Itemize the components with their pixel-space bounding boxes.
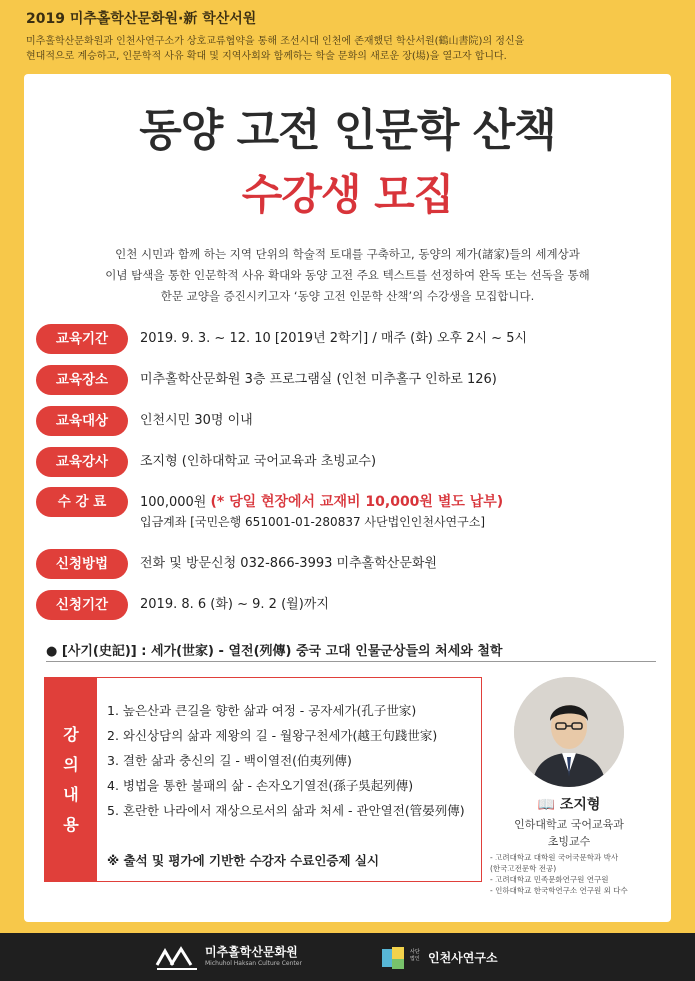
target-badge: 교육대상 [36, 406, 128, 436]
info-row-period [36, 324, 656, 354]
lecture-side-char: 강 [63, 724, 79, 744]
instructor-role-line1: 인하대학교 국어교육과 [514, 818, 624, 831]
poster-card [24, 74, 671, 922]
lecture-side-label [45, 678, 97, 881]
instructor-badge: 교육강사 [36, 447, 128, 477]
apply-method-value: 전화 및 방문신청 032-866-3993 미추홀학산문화원 [140, 556, 437, 571]
fee-account: 입금계좌 [국민은행 651001-01-280837 사단법인인천사연구소] [140, 515, 486, 529]
lecture-item: 4. 병법을 통한 불패의 삶 - 손자오기열전(孫子吳起列傳) [107, 778, 414, 793]
sub-title: 수강생 모집 [241, 170, 454, 219]
career-item: - 고려대학교 민족문화연구원 연구원 [490, 875, 609, 884]
info-row-target [36, 406, 656, 436]
top-description [26, 34, 669, 64]
career-item: (한국고전문학 전공) [490, 864, 557, 873]
lecture-item: 5. 혼란한 나라에서 재상으로서의 삶과 처세 - 관안열전(管晏列傳) [107, 803, 465, 818]
info-row-apply-method [36, 549, 656, 579]
apply-period-badge: 신청기간 [36, 590, 128, 620]
book-icon: 📖 [537, 797, 560, 813]
target-value: 인천시민 30명 이내 [140, 413, 253, 428]
fee-badge: 수 강 료 [36, 487, 128, 517]
period-value: 2019. 9. 3. ~ 12. 10 [2019년 2학기] / 매주 (화) 오후 2시 ~ 5시 [140, 331, 528, 346]
org1-name: 미추홀학산문화원 [205, 945, 298, 959]
person-icon [514, 677, 624, 787]
lecture-side-char: 내 [63, 784, 79, 804]
org1-english: Michuhol Haksan Culture Center [205, 960, 302, 967]
apply-method-badge: 신청방법 [36, 549, 128, 579]
instructor-role [494, 816, 644, 850]
fee-note: (* 당일 현장에서 교재비 10,000원 별도 납부) [210, 494, 504, 510]
apply-period-value: 2019. 8. 6 (화) ~ 9. 2 (월)까지 [140, 597, 329, 612]
lecture-note: ※ 출석 및 평가에 기반한 수강자 수료인증제 실시 [107, 853, 380, 868]
main-title: 동양 고전 인문학 산책 [139, 105, 556, 156]
instructor-career [490, 852, 628, 896]
lecture-side-char: 용 [63, 814, 79, 834]
intro-line1: 인천 시민과 함께 하는 지역 단위의 학술적 토대를 구축하고, 동양의 제가(諸家)들의 세계상과 [115, 247, 580, 261]
instructor-value: 조지형 (인하대학교 국어교육과 초빙교수) [140, 454, 377, 469]
lecture-list [107, 698, 465, 823]
course-heading: ● [사기(史記)] : 세가(世家) - 열전(列傳) 중국 고대 인물군상들의 처세와 철학 [46, 644, 503, 659]
course-divider [46, 661, 656, 662]
lecture-box [44, 677, 482, 882]
info-row-fee [36, 487, 656, 529]
info-row-place [36, 365, 656, 395]
instructor-photo [514, 677, 624, 787]
incheon-logo-icon [380, 945, 406, 971]
fee-amount: 100,000원 [140, 495, 207, 510]
intro-line2: 이념 탐색을 통한 인문학적 사유 확대와 동양 고전 주요 텍스트를 선정하여 완독 또는 선독을 통해 [105, 268, 590, 282]
top-header [0, 0, 695, 72]
instructor-role-line2: 초빙교수 [547, 835, 591, 848]
intro-line3: 한문 교양을 증진시키고자 ‘동양 고전 인문학 산책’의 수강생을 모집합니다. [160, 289, 535, 303]
career-item: - 인하대학교 한국학연구소 연구원 외 다수 [490, 886, 628, 895]
lecture-side-char: 의 [63, 754, 79, 774]
top-desc-line1: 미추홀학산문화원과 인천사연구소가 상호교류협약을 통해 조선시대 인천에 존재했던 학산서원(鶴山書院)의 정신을 [26, 36, 525, 47]
org2-name: 인천사연구소 [428, 951, 498, 965]
career-item: - 고려대학교 대학원 국어국문학과 박사 [490, 853, 619, 862]
instructor-name [494, 794, 644, 814]
intro-text [54, 244, 641, 307]
lecture-item: 3. 결한 삶과 충신의 길 - 백이열전(伯夷列傳) [107, 753, 352, 768]
lecture-item: 1. 높은산과 큰길을 향한 삶과 여정 - 공자세가(孔子世家) [107, 703, 417, 718]
haksan-logo-icon [155, 945, 199, 971]
top-desc-line2: 현대적으로 계승하고, 인문학적 사유 확대 및 지역사회와 함께하는 학술 문화의 새로운 장(場)을 열고자 합니다. [26, 51, 507, 62]
place-badge: 교육장소 [36, 365, 128, 395]
info-row-instructor [36, 447, 656, 477]
instructor-name-text: 조지형 [559, 797, 601, 813]
org2-prefix: 사단 법인 [410, 949, 420, 962]
period-badge: 교육기간 [36, 324, 128, 354]
footer [0, 933, 695, 981]
lecture-item: 2. 와신상담의 삶과 제왕의 길 - 월왕구천세가(越王句踐世家) [107, 728, 438, 743]
place-value: 미추홀학산문화원 3층 프로그램실 (인천 미추홀구 인하로 126) [140, 372, 497, 387]
info-row-apply-period [36, 590, 656, 620]
top-title: 2019 미추홀학산문화원·新 학산서원 [26, 11, 257, 27]
